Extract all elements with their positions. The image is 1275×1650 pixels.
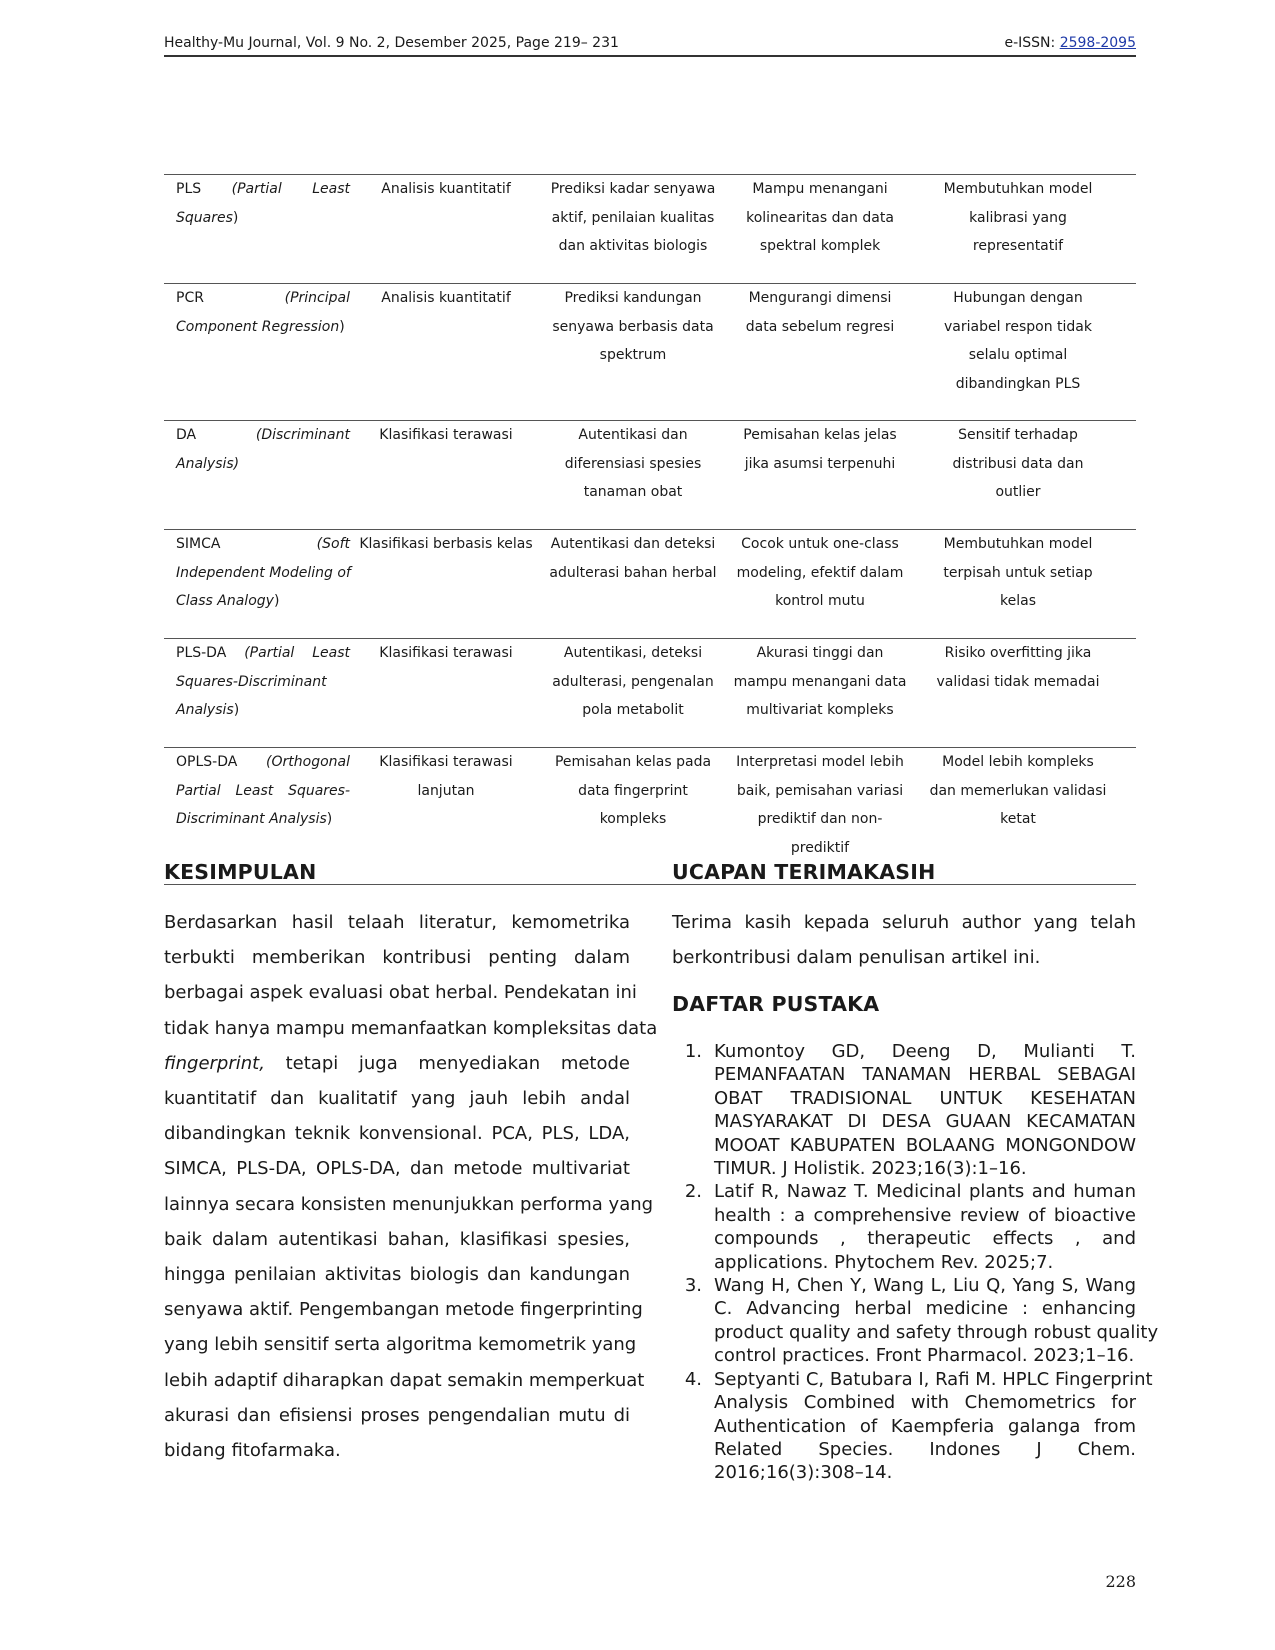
issn <box>1004 35 1136 51</box>
cell-line: prediktif dan non- <box>757 811 883 827</box>
cell-text: OPLS-DA <box>176 754 238 770</box>
cell-line: modeling, efektif dalam <box>736 564 904 581</box>
cell-line: variabel respon tidak <box>943 318 1092 335</box>
cell-line: Klasifikasi terawasi <box>379 645 513 661</box>
cell-line: Model lebih kompleks <box>942 754 1094 770</box>
text-line: yang lebih sensitif serta algoritma kemometrik yang <box>164 1334 637 1356</box>
cell-line: spektrum <box>599 347 667 363</box>
cell-line: kompleks <box>599 811 667 827</box>
table-cell-method <box>176 175 350 232</box>
cell-line <box>176 175 350 204</box>
cell-line: Klasifikasi terawasi <box>379 754 513 770</box>
cell-text: Squares- <box>288 782 351 799</box>
reference-line: 2016;16(3):308–14. <box>714 1462 893 1484</box>
cell-line: Analisis kuantitatif <box>381 290 511 306</box>
table-cell-application <box>544 421 722 507</box>
table-cell-limitation <box>916 530 1120 616</box>
table-cell-limitation <box>916 284 1120 398</box>
cell-line: diferensiasi spesies <box>564 455 702 472</box>
text-line: baik dalam autentikasi bahan, klasifikasi spesies, <box>164 1228 630 1250</box>
cell-line: Autentikasi dan deteksi <box>550 536 716 552</box>
reference-line: PEMANFAATAN TANAMAN HERBAL SEBAGAI <box>714 1064 1136 1086</box>
text-line: kuantitatif dan kualitatif yang jauh lebih andal <box>164 1088 630 1110</box>
text-line: tidak hanya mampu memanfaatkan kompleksitas data <box>164 1017 658 1039</box>
reference-line: OBAT TRADISIONAL UNTUK KESEHATAN <box>714 1087 1136 1109</box>
cell-line: aktif, penilaian kualitas <box>551 209 715 226</box>
table-cell-limitation <box>916 748 1120 834</box>
reference-line: MOOAT KABUPATEN BOLAANG MONGONDOW <box>714 1134 1136 1156</box>
cell-text: Squares <box>176 209 233 226</box>
cell-text: Independent Modeling of <box>176 564 351 581</box>
cell-line: dibandingkan PLS <box>955 375 1081 392</box>
cell-line: Membutuhkan model <box>943 536 1093 552</box>
cell-line: Klasifikasi berbasis kelas <box>359 536 533 552</box>
page-number: 228 <box>1105 1572 1136 1591</box>
cell-line: distribusi data dan <box>952 455 1084 472</box>
cell-text: Discriminant Analysis <box>176 811 327 827</box>
text-line: hingga penilaian aktivitas biologis dan kandungan <box>164 1264 630 1286</box>
cell-line <box>176 587 350 616</box>
cell-line: adulterasi bahan herbal <box>549 564 717 581</box>
reference-text <box>714 1368 1153 1485</box>
table-cell-advantage <box>730 421 910 478</box>
text-line: terbukti memberikan kontribusi penting dalam <box>164 947 630 969</box>
table-cell-type <box>356 175 536 204</box>
table-cell-limitation <box>916 175 1120 261</box>
reference-item <box>672 1274 1159 1368</box>
cell-line: Akurasi tinggi dan <box>756 645 884 661</box>
table-row <box>164 174 1136 283</box>
cell-line: mampu menangani data <box>733 673 907 690</box>
cell-text: PLS-DA <box>176 645 227 661</box>
cell-line: outlier <box>995 484 1041 500</box>
cell-line: data fingerprint <box>578 782 688 799</box>
table-cell-advantage <box>730 639 910 725</box>
cell-text: Class Analogy <box>176 593 274 609</box>
table-cell-method <box>176 530 350 616</box>
conclusion-title: KESIMPULAN <box>164 860 317 884</box>
cell-line: validasi tidak memadai <box>936 673 1100 690</box>
cell-text: PCR <box>176 290 204 306</box>
table-cell-advantage <box>730 284 910 341</box>
page-header <box>164 33 1136 57</box>
table-cell-limitation <box>916 421 1120 507</box>
reference-line: Authentication of Kaempferia galanga from <box>714 1415 1136 1437</box>
table-cell-type <box>356 748 536 805</box>
reference-line: Latif R, Nawaz T. Medicinal plants and human <box>714 1181 1136 1203</box>
reference-item <box>672 1040 1136 1180</box>
cell-line <box>176 805 350 834</box>
reference-text <box>714 1274 1159 1368</box>
cell-text: SIMCA <box>176 536 221 552</box>
table-cell-advantage <box>730 175 910 261</box>
text-line: akurasi dan efisiensi proses pengendalian mutu di <box>164 1404 630 1426</box>
cell-line: pola metabolit <box>582 702 684 718</box>
cell-text: ) <box>233 702 240 718</box>
cell-text: PLS <box>176 181 202 197</box>
cell-text: (Discriminant <box>255 427 350 443</box>
text-line: SIMCA, PLS-DA, OPLS-DA, dan metode multivariat <box>164 1158 630 1180</box>
cell-line: Prediksi kandungan <box>564 290 702 306</box>
table-cell-type <box>356 639 536 668</box>
cell-line: terpisah untuk setiap <box>943 564 1093 581</box>
cell-line: kalibrasi yang <box>969 209 1067 226</box>
reference-number: 1. <box>684 1041 702 1062</box>
reference-list <box>672 1040 1159 1485</box>
cell-line: ketat <box>1000 811 1036 827</box>
cell-line: representatif <box>972 238 1064 254</box>
table-cell-advantage <box>730 748 910 862</box>
journal-citation: Healthy-Mu Journal, Vol. 9 No. 2, Desember 2025, Page 219– 231 <box>164 35 619 51</box>
text-line: berbagai aspek evaluasi obat herbal. Pendekatan ini <box>164 982 637 1004</box>
cell-line <box>176 748 350 777</box>
cell-line: kontrol mutu <box>775 593 865 609</box>
cell-text: Squares-Discriminant <box>176 673 327 690</box>
cell-line: jika asumsi terpenuhi <box>744 455 896 472</box>
cell-line <box>176 204 350 233</box>
cell-line: Hubungan dengan <box>953 290 1083 306</box>
cell-line: Membutuhkan model <box>943 181 1093 197</box>
table-row <box>164 529 1136 638</box>
cell-line <box>176 421 350 450</box>
table-cell-application <box>544 530 722 587</box>
reference-line: applications. Phytochem Rev. 2025;7. <box>714 1251 1054 1273</box>
reference-text <box>714 1180 1136 1274</box>
text-line: dibandingkan teknik konvensional. PCA, PLS, LDA, <box>164 1123 630 1145</box>
cell-line <box>176 313 350 342</box>
cell-text: Analysis <box>176 702 234 718</box>
text-line: Berdasarkan hasil telaah literatur, kemometrika <box>164 912 630 933</box>
table-cell-application <box>544 639 722 725</box>
cell-line: Prediksi kadar senyawa <box>550 181 716 197</box>
cell-text: Least <box>312 181 351 197</box>
cell-line: Pemisahan kelas pada <box>554 754 712 770</box>
cell-line: selalu optimal <box>968 347 1068 363</box>
cell-line: Analisis kuantitatif <box>381 181 511 197</box>
table-cell-type <box>356 530 536 559</box>
cell-line: prediktif <box>790 839 850 856</box>
reference-item <box>672 1180 1136 1274</box>
cell-line <box>176 668 350 697</box>
reference-text <box>714 1040 1136 1180</box>
text-line: lainnya secara konsisten menunjukkan performa yang <box>164 1193 654 1215</box>
reference-line: compounds , therapeutic effects , and <box>714 1228 1136 1250</box>
cell-line <box>176 639 350 668</box>
reference-line: Wang H, Chen Y, Wang L, Liu Q, Yang S, Wang <box>714 1275 1136 1297</box>
cell-line: Sensitif terhadap <box>958 427 1078 443</box>
cell-text: Analysis) <box>176 455 240 472</box>
reference-line: product quality and safety through robust quality <box>714 1321 1159 1343</box>
reference-line: TIMUR. J Holistik. 2023;16(3):1–16. <box>714 1158 1027 1180</box>
cell-text: ) <box>232 209 239 226</box>
cell-text: (Partial <box>244 645 295 661</box>
reference-number: 4. <box>684 1368 702 1390</box>
cell-line: kolinearitas dan data <box>746 209 894 226</box>
cell-text: Least <box>312 645 351 661</box>
cell-text: ) <box>273 593 280 609</box>
issn-link[interactable]: 2598-2095 <box>1059 35 1136 51</box>
cell-line: Interpretasi model lebih <box>736 754 904 770</box>
cell-line <box>176 777 350 806</box>
table-row <box>164 283 1136 420</box>
reference-line: control practices. Front Pharmacol. 2023;1–16. <box>714 1345 1135 1367</box>
text-line: lebih adaptif diharapkan dapat semakin memperkuat <box>164 1369 645 1391</box>
cell-line: baik, pemisahan variasi <box>736 782 904 799</box>
table-cell-application <box>544 175 722 261</box>
cell-text: Least <box>235 782 274 799</box>
cell-line <box>176 559 350 588</box>
conclusion-text <box>164 905 658 1468</box>
cell-text: (Partial <box>231 181 282 197</box>
reference-line: health : a comprehensive review of bioactive <box>714 1204 1136 1226</box>
text-line: senyawa aktif. Pengembangan metode fingerprinting <box>164 1299 643 1321</box>
cell-line: senyawa berbasis data <box>552 318 714 335</box>
text-line: bidang fitofarmaka. <box>164 1440 341 1462</box>
table-cell-method <box>176 748 350 834</box>
cell-line: Mengurangi dimensi <box>748 290 892 306</box>
cell-line <box>176 696 350 725</box>
cell-line: lanjutan <box>417 782 475 799</box>
cell-line: kelas <box>1000 593 1036 609</box>
reference-number: 3. <box>684 1275 702 1297</box>
table-row <box>164 420 1136 529</box>
reference-line: Kumontoy GD, Deeng D, Mulianti T. <box>714 1041 1136 1062</box>
table-cell-advantage <box>730 530 910 616</box>
reference-line: Related Species. Indones J Chem. <box>714 1438 1136 1460</box>
table-cell-limitation <box>916 639 1120 696</box>
references-title: DAFTAR PUSTAKA <box>672 992 880 1016</box>
cell-text: ) <box>339 318 345 335</box>
cell-line <box>176 530 350 559</box>
cell-line: Autentikasi, deteksi <box>563 645 703 661</box>
table-cell-type <box>356 284 536 313</box>
cell-line: tanaman obat <box>583 484 683 500</box>
table-cell-method <box>176 284 350 341</box>
cell-line: Klasifikasi terawasi <box>379 427 513 443</box>
acknowledgement-text <box>672 905 1136 975</box>
table-cell-application <box>544 748 722 834</box>
reference-line: MASYARAKAT DI DESA GUAAN KECAMATAN <box>714 1111 1136 1133</box>
cell-text: ) <box>326 811 333 827</box>
cell-line: Autentikasi dan <box>578 427 688 443</box>
reference-item <box>672 1368 1153 1485</box>
cell-line: multivariat kompleks <box>746 702 894 718</box>
text-line: Terima kasih kepada seluruh author yang telah <box>672 912 1136 933</box>
text-line: berkontribusi dalam penulisan artikel ini. <box>672 947 1041 969</box>
cell-text: (Orthogonal <box>266 754 350 770</box>
cell-line <box>176 284 350 313</box>
cell-line: Risiko overfitting jika <box>944 645 1092 661</box>
cell-text: (Soft <box>316 536 350 552</box>
acknowledgement-title: UCAPAN TERIMAKASIH <box>672 860 936 884</box>
cell-line: Mampu menangani <box>752 181 888 197</box>
table-cell-type <box>356 421 536 450</box>
cell-text: DA <box>176 427 197 443</box>
chemometrics-table <box>164 174 1136 885</box>
cell-text: Partial <box>176 782 221 799</box>
table-cell-method <box>176 421 350 478</box>
reference-line: Analysis Combined with Chemometrics for <box>714 1392 1136 1414</box>
cell-line: data sebelum regresi <box>745 318 895 335</box>
reference-line: C. Advancing herbal medicine : enhancing <box>714 1298 1136 1320</box>
cell-line: dan aktivitas biologis <box>558 238 708 254</box>
cell-line: dan memerlukan validasi <box>929 782 1107 799</box>
cell-text: Component Regression <box>176 318 340 335</box>
table-cell-application <box>544 284 722 370</box>
cell-text: (Principal <box>284 290 350 306</box>
table-row <box>164 638 1136 747</box>
text-line: fingerprint, tetapi juga menyediakan metode <box>164 1052 630 1074</box>
cell-line <box>176 450 350 479</box>
cell-line: Cocok untuk one-class <box>741 536 899 552</box>
cell-line: Pemisahan kelas jelas <box>743 427 897 443</box>
cell-line: adulterasi, pengenalan <box>552 673 714 690</box>
reference-line: Septyanti C, Batubara I, Rafi M. HPLC Fingerprint <box>714 1368 1153 1390</box>
issn-label: e-ISSN: <box>1004 35 1060 51</box>
cell-line: spektral komplek <box>759 238 881 254</box>
table-cell-method <box>176 639 350 725</box>
reference-number: 2. <box>684 1181 702 1203</box>
